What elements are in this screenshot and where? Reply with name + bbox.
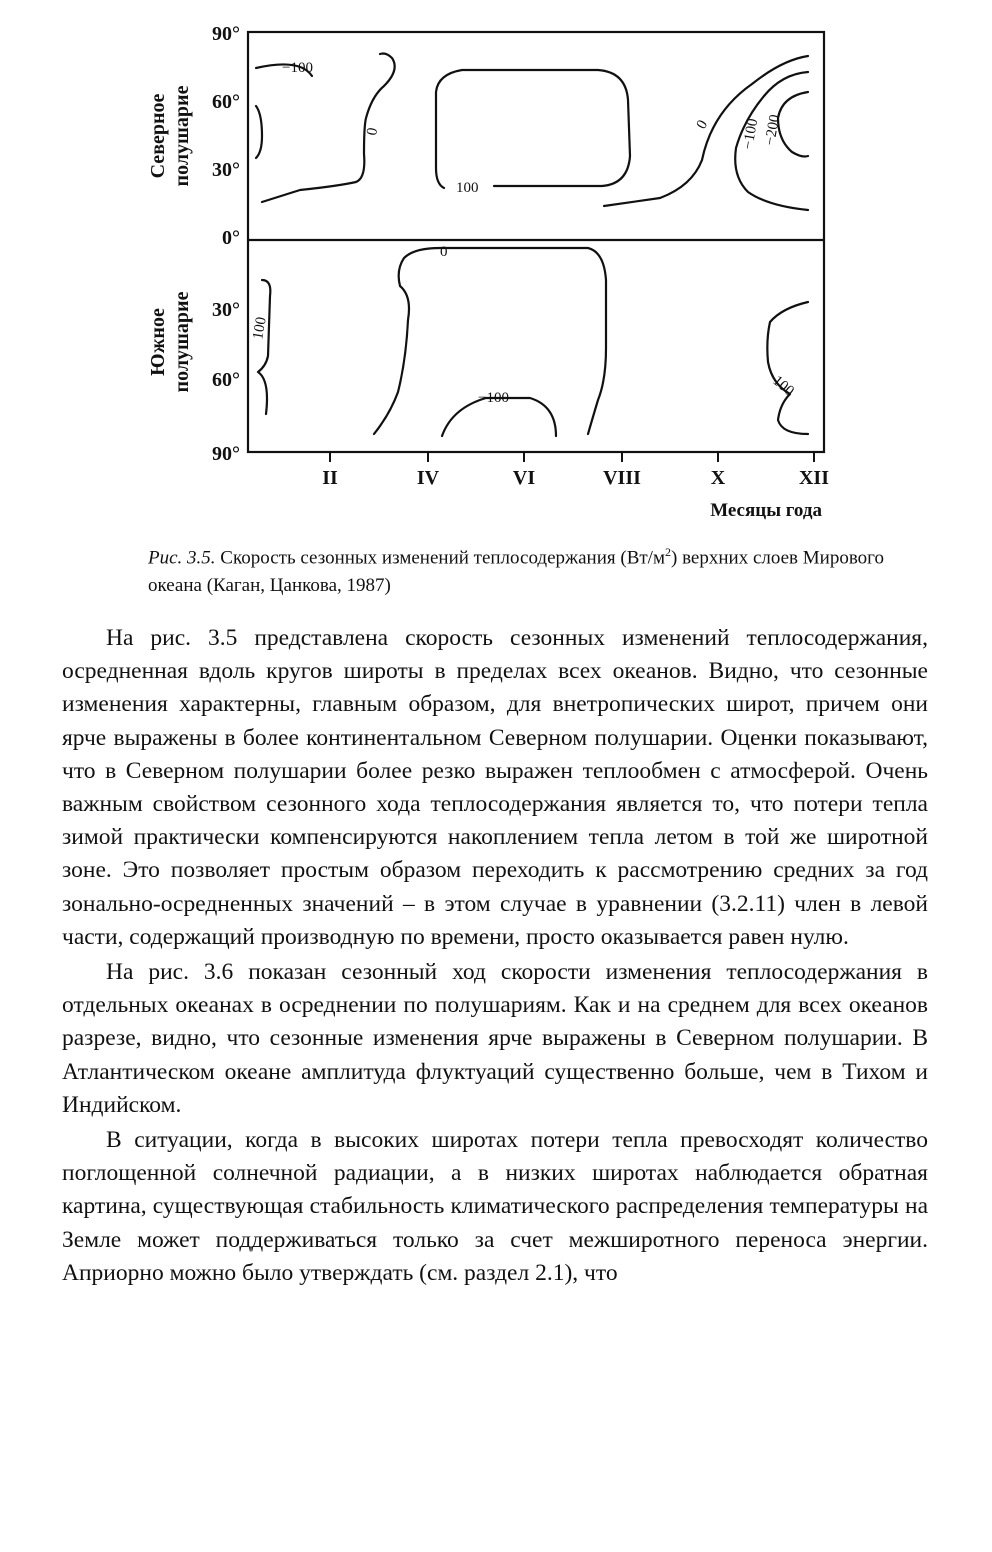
contour-north-0-left-small	[256, 106, 262, 158]
south-label-line1: Южное	[147, 308, 169, 376]
lat-tick: 30°	[212, 299, 240, 321]
paragraph: На рис. 3.5 представлена скорость сезонных изменений теплосодержания, осредненная вдоль кругов широты в пределах всех океанов. Видно, что сезонные изменения характерны, главным образом, для внетропических широт, причем они ярче выражены в более континентальном Северном полушарии. Оценки показывают, что в Северном полушарии более резко выражен теплообмен с атмосферой. Очень важным свойством сезонного хода теплосодержания является то, что потери тепла зимой практически компенсируются накоплением тепла летом в той же широтной зоне. Это позволяет простым образом переходить к рассмотрению средних за год зонально-осредненных значений – в этом случае в уравнении (3.2.11) член в левой части, содержащий производную по времени, просто оказывается равен нулю.	[62, 625, 928, 950]
month-label: VI	[512, 467, 536, 489]
month-label: X	[710, 467, 726, 489]
lat-tick: 0°	[222, 227, 240, 249]
contour-label: −200	[762, 113, 784, 147]
lat-tick: 90°	[212, 23, 240, 45]
paragraph: В ситуации, когда в высоких широтах потери тепла превосходят количество поглощенной солнечной радиации, а в низких широтах наблюдается обратная картина, существующая стабильность климатического распределения температуры на Земле может поддерживаться только за счет межширотного переноса энергии. Априорно можно было утверждать (см. раздел 2.1), что	[62, 1127, 928, 1286]
lat-tick: 30°	[212, 159, 240, 181]
caption-figure-number: Рис. 3.5.	[148, 547, 216, 569]
contour-label: 100	[250, 315, 270, 341]
caption-text-2: ) верхних слоев Мирового океана (Каган, Цанкова, 1987)	[148, 547, 884, 597]
contour-chart	[0, 0, 992, 530]
contour-label: −100	[478, 390, 509, 406]
month-ticks	[330, 452, 814, 462]
north-label-line1: Северное	[147, 93, 169, 179]
figure-caption	[148, 538, 938, 600]
north-label-line2: полушарие	[171, 85, 193, 187]
month-label: XII	[798, 467, 830, 489]
contour-north-m200	[778, 92, 808, 157]
lat-tick: 60°	[212, 91, 240, 113]
lat-tick: 60°	[212, 369, 240, 391]
figure-3-5	[0, 0, 992, 530]
lat-tick: 90°	[212, 443, 240, 465]
paragraph: На рис. 3.6 показан сезонный ход скорости изменения теплосодержания в отдельных океанах в осреднении по полушариям. Как и на среднем для всех океанов разрезе, видно, что сезонные изменения ярче выражены в Северном полушарии. В Атлантическом океане амплитуда флуктуаций существенно больше, чем в Тихом и Индийском.	[62, 959, 928, 1118]
south-label-line2: полушарие	[171, 291, 193, 393]
caption-superscript: 2	[665, 545, 671, 559]
contour-label: −100	[282, 60, 313, 76]
contour-south-100-right	[767, 302, 808, 434]
contour-label: 100	[769, 372, 797, 400]
caption-text-1: Скорость сезонных изменений теплосодержания (Вт/м	[215, 547, 665, 569]
contour-label: −100	[740, 117, 762, 151]
contour-label: 100	[456, 180, 479, 196]
body-text	[62, 622, 928, 1290]
contour-south-0	[374, 248, 606, 434]
month-label: IV	[416, 467, 440, 489]
contour-label: 0	[440, 244, 448, 260]
month-label: II	[322, 467, 338, 489]
x-axis-title: Месяцы года	[710, 500, 822, 521]
month-label: VIII	[603, 467, 641, 489]
contour-south-100-left	[258, 280, 270, 414]
contour-label: 0	[693, 117, 712, 132]
contour-north-100	[436, 70, 630, 188]
contour-label: 0	[364, 126, 382, 137]
